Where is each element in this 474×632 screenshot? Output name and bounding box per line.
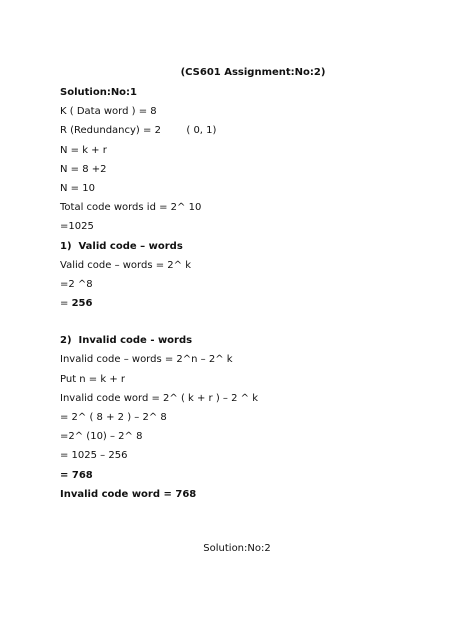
- text-line: =2^ (10) – 2^ 8: [60, 431, 143, 443]
- spacer: [60, 313, 440, 331]
- text-line: R (Redundancy) = 2 ( 0, 1): [60, 125, 217, 137]
- text-line: Valid code – words = 2^ k: [60, 259, 191, 271]
- next-solution-heading: Solution:No:2: [203, 543, 271, 554]
- page-title: (CS601 Assignment:No:2): [180, 67, 326, 78]
- text-line: Invalid code word = 2^ ( k + r ) – 2 ^ k: [60, 392, 258, 404]
- valid-result-value: 256: [71, 298, 93, 310]
- valid-result: [60, 294, 440, 313]
- text-line: N = 10: [60, 182, 95, 194]
- text-line: Invalid code – words = 2^n – 2^ k: [60, 354, 233, 366]
- solution-heading: Solution:No:1: [60, 87, 138, 98]
- text-line: N = k + r: [60, 144, 107, 156]
- text-line: N = 8 +2: [60, 163, 107, 175]
- invalid-heading: 2) Invalid code - words: [60, 335, 193, 347]
- text-line: =2 ^8: [60, 278, 93, 290]
- text-line: Put n = k + r: [60, 373, 126, 385]
- valid-result-prefix: =: [60, 298, 72, 310]
- text-line: = 1025 – 256: [60, 450, 128, 462]
- solution-body: [60, 83, 440, 504]
- text-line: = 2^ ( 8 + 2 ) – 2^ 8: [60, 412, 167, 423]
- text-line: Total code words id = 2^ 10: [60, 202, 202, 214]
- text-line: =1025: [60, 221, 94, 233]
- invalid-final: Invalid code word = 768: [60, 488, 197, 500]
- valid-heading: 1) Valid code – words: [60, 240, 183, 252]
- invalid-result: = 768: [60, 469, 93, 481]
- text-line: K ( Data word ) = 8: [60, 106, 157, 118]
